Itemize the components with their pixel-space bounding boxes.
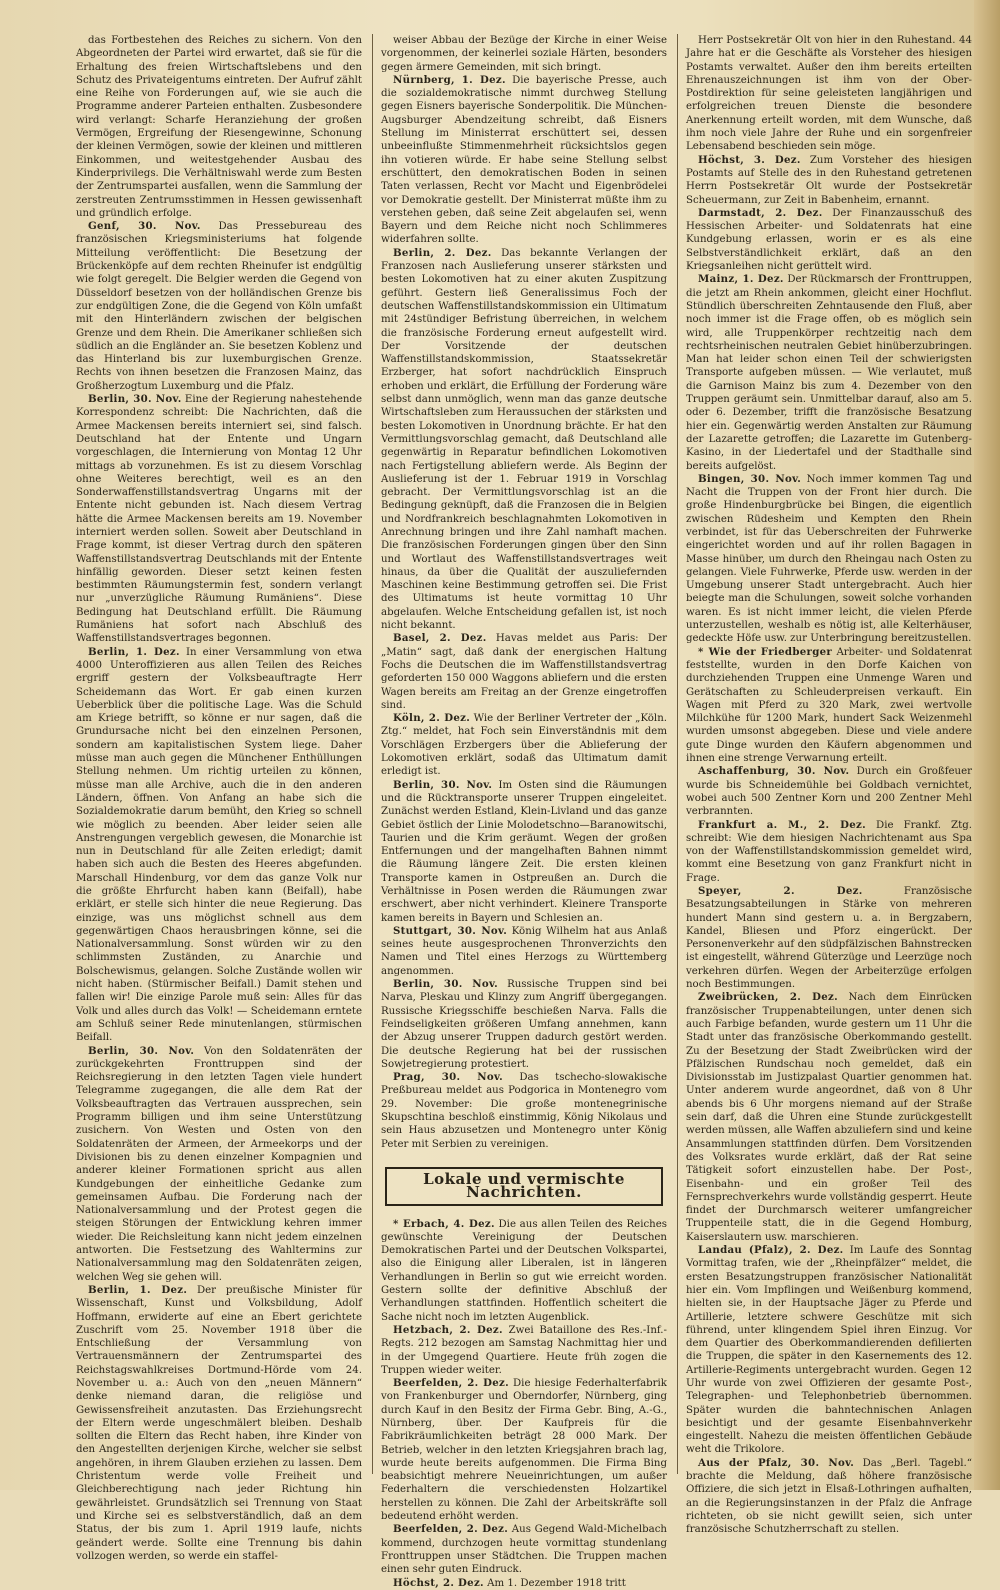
article-dateline: Stuttgart, 30. Nov. (393, 924, 508, 937)
article-text: Französische Besatzungsabteilungen in Stärke von mehreren hundert Mann sind gestern u. a. in Bergzabern, Kandel, Bliesen und Pforz eingerückt. Der Personenverkehr auf den südpfälzischen Bahnstrecken ist eingestellt, während Güterzüge und Leerzüge noch verkehren dürfen. Wegen der Arbeiterzüge erfolgen noch Bestimmungen. (686, 886, 972, 991)
article-dateline: Köln, 2. Dez. (393, 712, 471, 725)
article-text: Der Rückmarsch der Fronttruppen, die jetzt am Rhein ankommen, gleicht einer Hochflut. Stündlich überschreiten Zehntausende den Fluß, aber noch immer ist die Frage offen, ob es möglich sein wird, alle Truppenkörper rechtzeitig nach dem rechtsrheinischen neutralen Gebiet hinüberzubringen. Man hat leider schon einen Teil der schwierigsten Transporte aufgeben müssen. — Wie verlautet, muß die Garnison Mainz bis zum 4. Dezember von den Truppen geräumt sein. Unmittelbar darauf, also am 5. oder 6. Dezember, trifft die französische Besatzung hier ein. Gegenwärtig werden Anstalten zur Räumung der Lazarette getroffen; die Lazarette im Gutenberg-Kasino, in der Liedertafel und der Stadthalle sind bereits aufgelöst. (686, 274, 972, 472)
article-text: Das bekannte Verlangen der Franzosen nach Auslieferung unserer stärksten und besten Lokomotiven hat zu einer akuten Zuspitzung geführt. Gestern ließ Generalissimus Foch der deutschen Waffenstillstandskommission ein Ultimatum mit 24stündiger Befristung überreichen, in welchem die französische Forderung erneut aufgestellt wird. Der Vorsitzende der deutschen Waffenstillstandskommission, Staatssekretär Erzberger, hat sofort nachdrücklich Einspruch erhoben und erklärt, die Erfüllung der Forderung wäre selbst dann unmöglich, wenn man das ganze deutsche Wirtschaftsleben zum Heraussuchen der stärksten und besten Lokomotiven in Unordnung brächte. Er hat den Vermittlungsvorschlag gemacht, daß Deutschland alle gegenwärtig in Reparatur befindlichen Lokomotiven nach Fertigstellung abliefern werde. Als Beginn der Auslieferung ist der 1. Februar 1919 in Vorschlag gebracht. Der Vermittlungsvorschlag ist an die Bedingung geknüpft, daß die Franzosen die in Belgien und Nordfrankreich beschlagnahmten Lokomotiven in Anrechnung bringen und ihre Zahl namhaft machen. Die französischen Forderungen gingen über den Sinn und Wortlaut des Waffenstillstandsvertrages weit hinaus, da über die Qualität der auszuliefernden Maschinen keine Bestimmung getroffen sei. Die Frist des Ultimatums ist heute vormittag 10 Uhr abgelaufen. Welche Entscheidung gefallen ist, ist noch nicht bekannt. (381, 247, 667, 632)
article-dateline: Höchst, 3. Dez. (698, 153, 801, 166)
article-paragraph (686, 819, 972, 885)
article-dateline: Hetzbach, 2. Dez. (393, 1323, 503, 1336)
article-paragraph (686, 991, 972, 1244)
article-dateline: * Wie der Friedberger (698, 645, 833, 658)
article-paragraph (686, 765, 972, 818)
article-paragraph (381, 712, 667, 778)
article-paragraph (381, 247, 667, 633)
column-3 (677, 34, 972, 1536)
article-dateline: Prag, 30. Nov. (393, 1071, 504, 1084)
article-paragraph (76, 393, 362, 646)
article-dateline: Nürnberg, 1. Dez. (393, 73, 506, 86)
article-dateline: Berlin, 1. Dez. (88, 645, 180, 658)
article-text: König Wilhelm hat aus Anlaß seines heute ausgesprochenen Thronverzichts den Namen und Titel eines Herzogs zu Württemberg angenommen. (381, 925, 668, 977)
article-dateline: Zweibrücken, 2. Dez. (698, 991, 838, 1004)
article-paragraph (381, 632, 667, 712)
article-text: Nach dem Einrücken französischer Truppenabteilungen, unter denen sich auch Farbige befanden, wurde gestern um 11 Uhr die Stadt unter das französische Oberkommando gestellt. Zu der Besetzung der Stadt Zweibrücken wird der Pfälzischen Rundschau noch gemeldet, daß ein Divisionsstab im Justizpalast Quartier genommen hat. Unter anderem wurde angeordnet, daß von 8 Uhr abends bis 6 Uhr morgens niemand auf der Straße sein darf, daß die Uhren eine Stunde zurückgestellt werden müssen, alle Waffen abzuliefern sind und keine Ansammlungen stattfinden dürfen. Dem Vorsitzenden des Volksrates wurde erklärt, daß der Rat seine Tätigkeit sofort einzustellen habe. Der Post-, Eisenbahn- und ein großer Teil des Fernsprechverkehrs wurde vollständig gesperrt. Heute findet der Durchmarsch weiterer umfangreicher Truppenteile statt, die in die Gegend Homburg, Kaiserslautern usw. marschieren. (686, 992, 972, 1243)
article-paragraph (76, 1045, 362, 1284)
article-dateline: Frankfurt a. M., 2. Dez. (698, 818, 866, 831)
article-text: Zum Vorsteher des hiesigen Postamts auf Stelle des in den Ruhestand getretenen Herrn Postsekretär Olt wurde der Postsekretär Scheuermann, zur Zeit in Babenheim, ernannt. (686, 154, 972, 206)
section-heading: Lokale und vermischte Nachrichten. (385, 1167, 663, 1206)
article-dateline: Aus der Pfalz, 30. Nov. (698, 1456, 855, 1469)
column-2 (372, 34, 668, 1589)
article-paragraph (381, 1071, 667, 1151)
article-dateline: Berlin, 30. Nov. (393, 778, 493, 791)
article-dateline: * Erbach, 4. Dez. (393, 1217, 495, 1230)
article-text: das Fortbestehen des Reiches zu sichern. Von den Abgeordneten der Partei wird erwartet, daß sie für die Erhaltung des freien Wirtschaftslebens und den Schutz des Privateigentums eintreten. Der Aufruf zählt eine Reihe von Forderungen auf, wie sie auch die Programme anderer Parteien enthalten. Zusbesondere wird verlangt: Scharfe Heranziehung der großen Vermögen, Ergreifung der Riesengewinne, Schonung der kleinen Vermögen, sowie der kleinen und mittleren Einkommen, und weitestgehender Ausbau des Kinderprivilegs. Die Verhältniswahl werde zum Besten der Zentrumspartei ausfallen, wenn die Sammlung der zerstreuten Zentrumsstimmen in Hessen gewissenhaft und gründlich erfolge. (76, 35, 362, 219)
column-1 (76, 34, 363, 1562)
article-paragraph (381, 74, 667, 247)
article-dateline: Beerfelden, 2. Dez. (393, 1377, 509, 1390)
article-dateline: Höchst, 2. Dez. (393, 1576, 484, 1589)
article-text: Durch ein Großfeuer wurde bis Schneidemühle bei Goldbach vernichtet, wobei auch 500 Zentner Korn und 200 Zentner Mehl verbrannten. (686, 766, 972, 818)
article-paragraph (381, 1324, 667, 1377)
article-text: Zwei Bataillone des Res.-Inf.-Regts. 212 bezogen am Samstag Nachmittag hier und in der Umgegend Quartiere. Heute früh zogen die Truppen wieder weiter. (381, 1324, 667, 1376)
article-paragraph (686, 1244, 972, 1457)
article-dateline: Berlin, 30. Nov. (88, 1044, 195, 1057)
article-paragraph (686, 885, 972, 991)
article-text: Das Pressebureau des französischen Kriegsministeriums hat folgende Mitteilung veröffentlicht: Die Besetzung der Brückenköpfe auf dem rechten Rheinufer ist endgültig wie folgt geregelt. Die Belgier werden die Gegend von Düsseldorf besetzen von der holländischen Grenze bis zur endgültigen Zone, die die Gegend von Köln umfaßt mit den Hinterländern zwischen der belgischen Grenze und dem Rhein. Die Amerikaner schließen sich südlich an die Engländer an. Sie besetzen Koblenz und das Hinterland bis zur luxemburgischen Grenze. Rechts von ihnen besetzen die Franzosen Mainz, das Großherzogtum Luxemburg und die Pfalz. (76, 221, 362, 392)
article-paragraph (76, 220, 362, 393)
article-paragraph (686, 207, 972, 273)
article-text: Wie der Berliner Vertreter der „Köln. Ztg.“ meldet, hat Foch sein Einverständnis mit dem Vorschlägen Erzbergers über die Ablieferung der Lokomotiven erklärt, sodaß das Ultimatum damit erledigt ist. (381, 713, 667, 778)
article-text: Noch immer kommen Tag und Nacht die Truppen von der Front hier durch. Die große Hindenburgbrücke bei Bingen, die eigentlich zwischen Rüdesheim und Kempten den Rhein verbindet, ist für das Ueberschreiten der Fuhrwerke eingerichtet worden und auf ihr rollen Bagagen in Masse hinüber, um durch den Rheingau nach Osten zu gelangen. Viele Fuhrwerke, Pferde usw. werden in der Umgebung unserer Stadt untergebracht. Auch hier beiegte man die Schulungen, soweit solche vorhanden waren. Es ist nicht immer leicht, die vielen Pferde unterzustellen, weshalb es nötig ist, alle Kelterhäuser, gedeckte Höfe usw. zur Unterbringung bereitzustellen. (686, 473, 972, 645)
article-text: Aus Gegend Wald-Michelbach kommend, durchzogen heute vormittag stundenlang Fronttruppen unser Städtchen. Die Truppen machen einen sehr guten Eindruck. (381, 1524, 667, 1576)
article-text: Am 1. Dezember 1918 tritt (487, 1577, 626, 1589)
article-text: In einer Versammlung von etwa 4000 Unteroffizieren aus allen Teilen des Reiches ergriff gestern der Volksbeauftragte Herr Scheidemann das Wort. Er gab einen kurzen Ueberblick über die politische Lage. Was die Schuld am Kriege betrifft, so könne er nur sagen, daß die Grundursache nicht bei den einzelnen Personen, sondern am kapitalistischen System liege. Daher müsse man auch gegen die Münchener Enthüllungen Stellung nehmen. Um richtig urteilen zu können, müsse man alle Archive, auch die in den anderen Ländern, öffnen. Von Anfang an habe sich die Sozialdemokratie darum bemüht, den Krieg so schnell wie möglich zu beenden. Aber leider seien alle Anstrengungen vergeblich gewesen, die Monarchie ist nun in Deutschland für alle Zeiten erledigt; damit haben sich auch die Besten des Heeres abgefunden. Marschall Hindenburg, vor dem das ganze Volk nur die größte Ehrfurcht haben kann (Beifall), habe erklärt, er stelle sich hinter die neue Regierung. Das einzige, was uns möglichst schnell aus dem gegenwärtigen Chaos herausbringen könne, sei die Nationalversammlung. Sonst würden wir zu den schlimmsten Zuständen, zu Anarchie und Bolschewismus, gelangen. Solche Zustände wollen wir nicht haben. (Stürmischer Beifall.) Damit stehen und fallen wir! Die einzige Parole muß sein: Alles für das Volk und alles durch das Volk! — Scheidemann erntete am Schluß seiner Rede minutenlangen, stürmischen Beifall. (76, 646, 363, 1044)
article-text: Von den Soldatenräten der zurückgekehrten Fronttruppen sind der Reichsregierung in den letzten Tagen viele hundert Telegramme zugegangen, die alle dem Rat der Volksbeauftragten das Vertrauen aussprechen, sein Programm billigen und ihm seine Unterstützung zusichern. Von Westen und Osten von den Soldatenräten der Armeen, der Armeekorps und der Divisionen bis zu denen einzelner Kompagnien und anderer kleiner Formationen spricht aus allen Kundgebungen der einheitliche Gedanke zum gemeinsamen Aufbau. Die Forderung nach der Nationalversammlung und der Protest gegen die steigen Störungen der Entwicklung kehren immer wieder. Die Reichsleitung kann nicht jedem einzelnen antworten. Die Festsetzung des Wahltermins zur Nationalversammlung mag den Soldatenräten zeigen, welchen Weg sie gehen will. (76, 1045, 362, 1283)
text-columns (76, 34, 972, 1589)
article-text: Russische Truppen sind bei Narva, Pleskau und Klinzy zum Angriff übergegangen. Russische Kriegsschiffe beschießen Narva. Falls die Feindseligkeiten größeren Umfang annehmen, kann der Abzug unserer Truppen dadurch gestört werden. Die deutsche Regierung hat bei der russischen Sowjetregierung protestiert. (381, 979, 667, 1070)
article-dateline: Berlin, 1. Dez. (88, 1283, 188, 1296)
article-paragraph (76, 646, 362, 1045)
article-paragraph (686, 154, 972, 207)
article-text: Die bayerische Presse, auch die sozialdemokratische nimmt durchweg Stellung gegen Eisners bayerische Sonderpolitik. Die München-Augsburger Abendzeitung schreibt, daß Eisners Stellung im Ministerrat erschüttert sei, dessen unbeeinflußte Stimmenmehrheit rücksichtslos gegen ihn votieren würde. Er habe seine Stellung selbst erschüttert, den demokratischen Boden in seinen Taten verlassen, Recht vor Macht und Eigenbrödelei vor Demokratie gestellt. Der Ministerrat müßte ihm zu verstehen geben, daß seine Zeit abgelaufen sei, wenn Bayern und dem Reiche nicht noch Schlimmeres widerfahren sollte. (381, 74, 667, 246)
article-dateline: Basel, 2. Dez. (393, 632, 487, 645)
article-paragraph (686, 473, 972, 646)
article-paragraph (381, 925, 667, 978)
article-text: weiser Abbau der Bezüge der Kirche in einer Weise vorgenommen, der keinerlei soziale Härten, besonders gegen ärmere Gemeinden, mit sich bringt. (381, 35, 667, 73)
article-text: Eine der Regierung nahestehende Korrespondenz schreibt: Die Nachrichten, daß die Armee Mackensen bereits interniert sei, sind falsch. Deutschland hat der Entente und Ungarn vorgeschlagen, die Internierung von Montag 12 Uhr mittags ab vorzunehmen. Es ist zu diesem Vorschlag ohne Weiteres berechtigt, weil es an den Sonderwaffenstillstandsvertrag Ungarns mit der Entente nicht gebunden ist. Nach diesem Vertrag hätte die Armee Mackensen bereits am 19. November interniert werden sollen. Soweit aber Deutschland in Frage kommt, ist dieser Vertrag durch den späteren Waffenstillstandsvertrag Deutschlands mit der Entente hinfällig geworden. Dieser setzt keinen festen bestimmten Räumungstermin fest, sondern verlangt nur „unverzügliche Räumung Rumäniens“. Diese Bedingung hat Deutschland erfüllt. Die Räumung Rumäniens hat sofort nach Abschluß des Waffenstillstandsvertrages begonnen. (76, 394, 362, 645)
article-paragraph (381, 34, 667, 74)
article-text: Arbeiter- und Soldatenrat feststellte, wurden in den Dorfe Kaichen von durchziehenden Truppen eine Unmenge Waren und Gerätschaften zu Schleuderpreisen verkauft. Ein Wagen mit Pferd zu 320 Mark, zwei wertvolle Milchkühe für 1200 Mark, hundert Sack Weizenmehl wurden umsonst abgegeben. Diese und viele andere gute Dinge wurden den Käufern abgenommen und ihnen eine strenge Verwarnung erteilt. (686, 646, 972, 765)
article-paragraph (686, 646, 972, 766)
article-text: Im Osten sind die Räumungen und die Rücktransporte unserer Truppen eingeleitet. Zunächst werden Estland, Klein-Livland und das ganze Gebiet östlich der Linie Molodetschno—Baranowitschi, Taurien und die Krim geräumt. Wegen der großen Entfernungen und der mangelhaften Bahnen nimmt die Räumung längere Zeit. Die ersten kleinen Transporte kamen in Ostpreußen an. Durch die Verhältnisse in Posen werden die Räumungen zwar erschwert, aber nicht verhindert. Kleinere Transporte kamen bereits in Bayern und Schlesien an. (381, 779, 667, 924)
article-text: Die Frankf. Ztg. schreibt: Wie dem hiesigen Nachrichtenamt aus Spa von der Waffenstillstandskommission gemeldet wird, kommt eine Besetzung von ganz Frankfurt nicht in Frage. (686, 819, 972, 884)
article-paragraph (381, 1377, 667, 1523)
article-paragraph (76, 34, 362, 220)
article-text: Die hiesige Federhalterfabrik von Frankenburger und Oberndorfer, Nürnberg, ging durch Kauf in den Besitz der Firma Gebr. Bing, A.-G., Nürnberg, über. Der Kaufpreis für die Fabrikräumlichkeiten beträgt 28 000 Mark. Der Betrieb, welcher in den letzten Kriegsjahren brach lag, wurde heute bereits aufgenommen. Die Firma Bing beabsichtigt mehrere Neueinrichtungen, um außer Federhaltern die verschiedensten Holzartikel herstellen zu können. Die Zahl der Arbeitskräfte soll bedeutend erhöht werden. (381, 1378, 667, 1523)
article-paragraph (381, 1218, 667, 1324)
article-dateline: Beerfelden, 2. Dez. (393, 1523, 509, 1536)
article-paragraph (686, 1457, 972, 1537)
article-paragraph (76, 1284, 362, 1563)
article-dateline: Darmstadt, 2. Dez. (698, 206, 823, 219)
article-dateline: Bingen, 30. Nov. (698, 472, 802, 485)
article-dateline: Speyer, 2. Dez. (698, 885, 863, 897)
article-dateline: Mainz, 1. Dez. (698, 273, 784, 286)
article-dateline: Aschaffenburg, 30. Nov. (698, 765, 850, 778)
article-paragraph (686, 273, 972, 472)
article-text: Der preußische Minister für Wissenschaft, Kunst und Volksbildung, Adolf Hoffmann, erwiderte auf eine an Ebert gerichtete Zuschrift vom 25. November 1918 über die Entschließung der Versammlung von Vertrauensmännern der Zentrumspartei des Reichstagswahlkreises Dortmund-Hörde vom 24. November u. a.: Auch von den „neuen Männern“ denke niemand daran, die religiöse und Gewissensfreiheit anzutasten. Das Erziehungsrecht der Eltern werde ungeschmälert bleiben. Deshalb sollten die Eltern das Recht haben, ihre Kinder von den Angestellten derjenigen Kirche, welcher sie selbst angehören, in ihrem Glauben erziehen zu lassen. Dem Christentum werde volle Freiheit und Gleichberechtigung nach jeder Richtung hin gewährleistet. Grundsätzlich sei Trennung von Staat und Kirche sei es selbstverständlich, daß an dem Status, der bis zum 1. April 1919 laufe, nichts geändert werde. Sollte eine Trennung bis dahin vollzogen werden, so werde ein staffel- (76, 1284, 362, 1562)
article-text: Havas meldet aus Paris: Der „Matin“ sagt, daß dank der energischen Haltung Fochs die Deutschen die im Waffenstillstandsvertrag geforderten 150 000 Waggons abliefern und die ersten Wagen bereits am Freitag an der Grenze eingetroffen sind. (381, 633, 668, 711)
article-paragraph (381, 779, 667, 925)
article-dateline: Genf, 30. Nov. (88, 220, 201, 233)
article-dateline: Berlin, 2. Dez. (393, 246, 492, 259)
article-text: Herr Postsekretär Olt von hier in den Ruhestand. 44 Jahre hat er die Geschäfte als Vorsteher des hiesigen Postamts verwaltet. Außer den ihm bereits erteilten Ehrenauszeichnungen ist ihm von der Ober-Postdirektion für seine geleisteten langjährigen und erfolgreichen treuen Dienste die besondere Anerkennung erteilt worden, mit dem Wunsche, daß ihm noch viele Jahre der Ruhe und ein sorgenfreier Lebensabend beschieden sein möge. (686, 35, 972, 153)
article-dateline: Landau (Pfalz), 2. Dez. (698, 1244, 844, 1257)
article-dateline: Berlin, 30. Nov. (393, 978, 498, 991)
article-text: Das tschecho-slowakische Preßbureau meldet aus Podgorica in Montenegro vom 29. November: Die große montenegrinische Skupschtina beschloß einstimmig, König Nikolaus und sein Haus abzusetzen und Montenegro unter König Peter mit Serbien zu vereinigen. (381, 1072, 667, 1150)
page-edge (974, 0, 1000, 1490)
article-text: Das „Berl. Tagebl.“ brachte die Meldung, daß höhere französische Offiziere, die sich jetzt in Elsaß-Lothringen aufhalten, an die Regierungsinstanzen in der Pfalz die Anfrage richteten, ob sie nicht gewillt seien, sich unter französische Schutzherrschaft zu stellen. (686, 1457, 972, 1536)
article-paragraph (381, 1577, 667, 1590)
article-paragraph (381, 1523, 667, 1576)
article-text: Im Laufe des Sonntag Vormittag trafen, wie der „Rheinpfälzer“ meldet, die ersten Besatzungstruppen französischer Nationalität hier ein. Vom Impflingen und Weißenburg kommend, hielten sie, in der Hauptsache Jäger zu Pferde und Artillerie, letztere schwere Geschütze mit sich führend, unter klingendem Spiel ihren Einzug. Vor dem Quartier des Oberkommandierenden defilierten die Truppen, die später in den Kasernements des 12. Artillerie-Regiments untergebracht wurden. Gegen 12 Uhr wurde von zwei Offizieren der gesamte Post-, Telegraphen- und Telephonbetrieb übernommen. Später wurden die bahntechnischen Anlagen besichtigt und der gesamte Eisenbahnverkehr eingestellt. Nahezu die meisten öffentlichen Gebäude weht die Trikolore. (686, 1245, 972, 1456)
article-paragraph (686, 34, 972, 154)
article-paragraph (381, 978, 667, 1071)
article-text: Der Finanzausschuß des Hessischen Arbeiter- und Soldatenrats hat eine Kundgebung erlassen, worin er es als eine Selbstverständlichkeit erklärt, daß an den Kriegsanleihen nicht gerüttelt wird. (686, 207, 972, 273)
article-text: Die aus allen Teilen des Reiches gewünschte Vereinigung der Deutschen Demokratischen Partei und der Deutschen Volkspartei, also die Einigung aller Liberalen, ist in längeren Verhandlungen in Berlin so gut wie erreicht worden. Gestern sollte der definitive Abschluß der Verhandlungen stattfinden. Hoffentlich scheitert die Sache nicht noch im letzten Augenblick. (381, 1218, 667, 1323)
article-dateline: Berlin, 30. Nov. (88, 393, 182, 406)
